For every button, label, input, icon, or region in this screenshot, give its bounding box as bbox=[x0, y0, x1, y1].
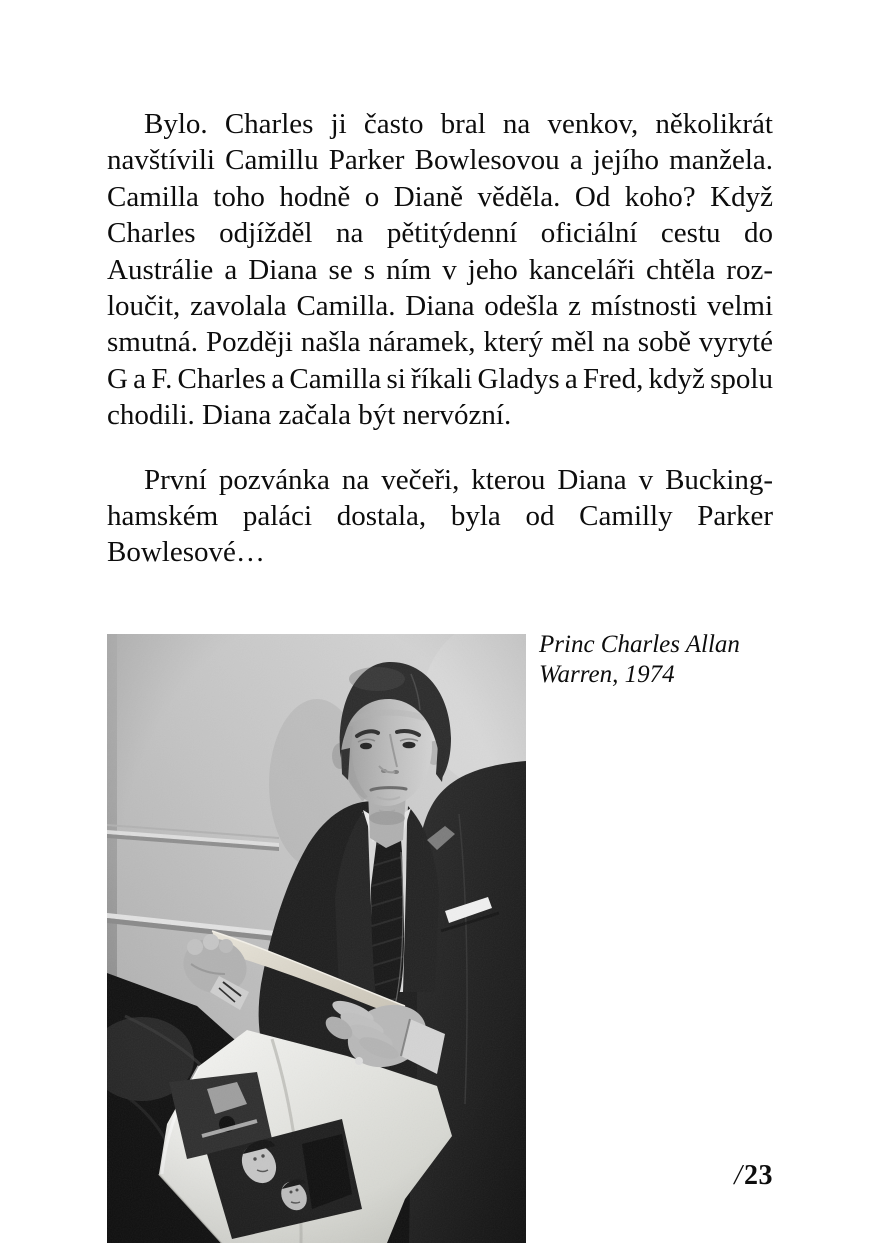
paragraph-1 bbox=[107, 106, 773, 434]
text-line: loučit, zavolala Camilla. Diana odešla z místnosti velmi bbox=[107, 290, 773, 323]
prince-charles-photo bbox=[107, 634, 526, 1243]
paragraph-2 bbox=[107, 462, 773, 571]
text-line: navštívili Camillu Parker Bowlesovou a jejího manžela. bbox=[107, 144, 773, 177]
body-text bbox=[107, 106, 773, 571]
text-line: hamském paláci dostala, byla od Camilly Parker bbox=[107, 500, 773, 533]
text-line: Bowlesové… bbox=[107, 536, 265, 569]
page-number-slash: / bbox=[734, 1160, 742, 1191]
photo-caption-line-1: Princ Charles Allan bbox=[539, 631, 740, 658]
photo-caption-line-2: Warren, 1974 bbox=[539, 661, 675, 688]
page-number bbox=[734, 1160, 773, 1192]
text-line: chodili. Diana začala být nervózní. bbox=[107, 399, 512, 432]
text-line: G a F. Charles a Camilla si říkali Gladys a Fred, když spolu bbox=[107, 362, 773, 395]
text-line: Austrálie a Diana se s ním v jeho kanceláři chtěla roz- bbox=[107, 253, 773, 286]
text-line: Bylo. Charles ji často bral na venkov, několikrát bbox=[144, 108, 773, 140]
text-line: Charles odjížděl na pětitýdenní oficiální cestu do bbox=[107, 217, 773, 250]
photo-caption bbox=[539, 630, 777, 690]
text-line: První pozvánka na večeři, kterou Diana v Bucking- bbox=[144, 463, 773, 496]
text-line: Camilla toho hodně o Dianě věděla. Od koho? Když bbox=[107, 180, 773, 213]
text-line: smutná. Později našla náramek, který měl na sobě vyryté bbox=[107, 326, 773, 359]
page-number-value: 23 bbox=[744, 1160, 773, 1191]
